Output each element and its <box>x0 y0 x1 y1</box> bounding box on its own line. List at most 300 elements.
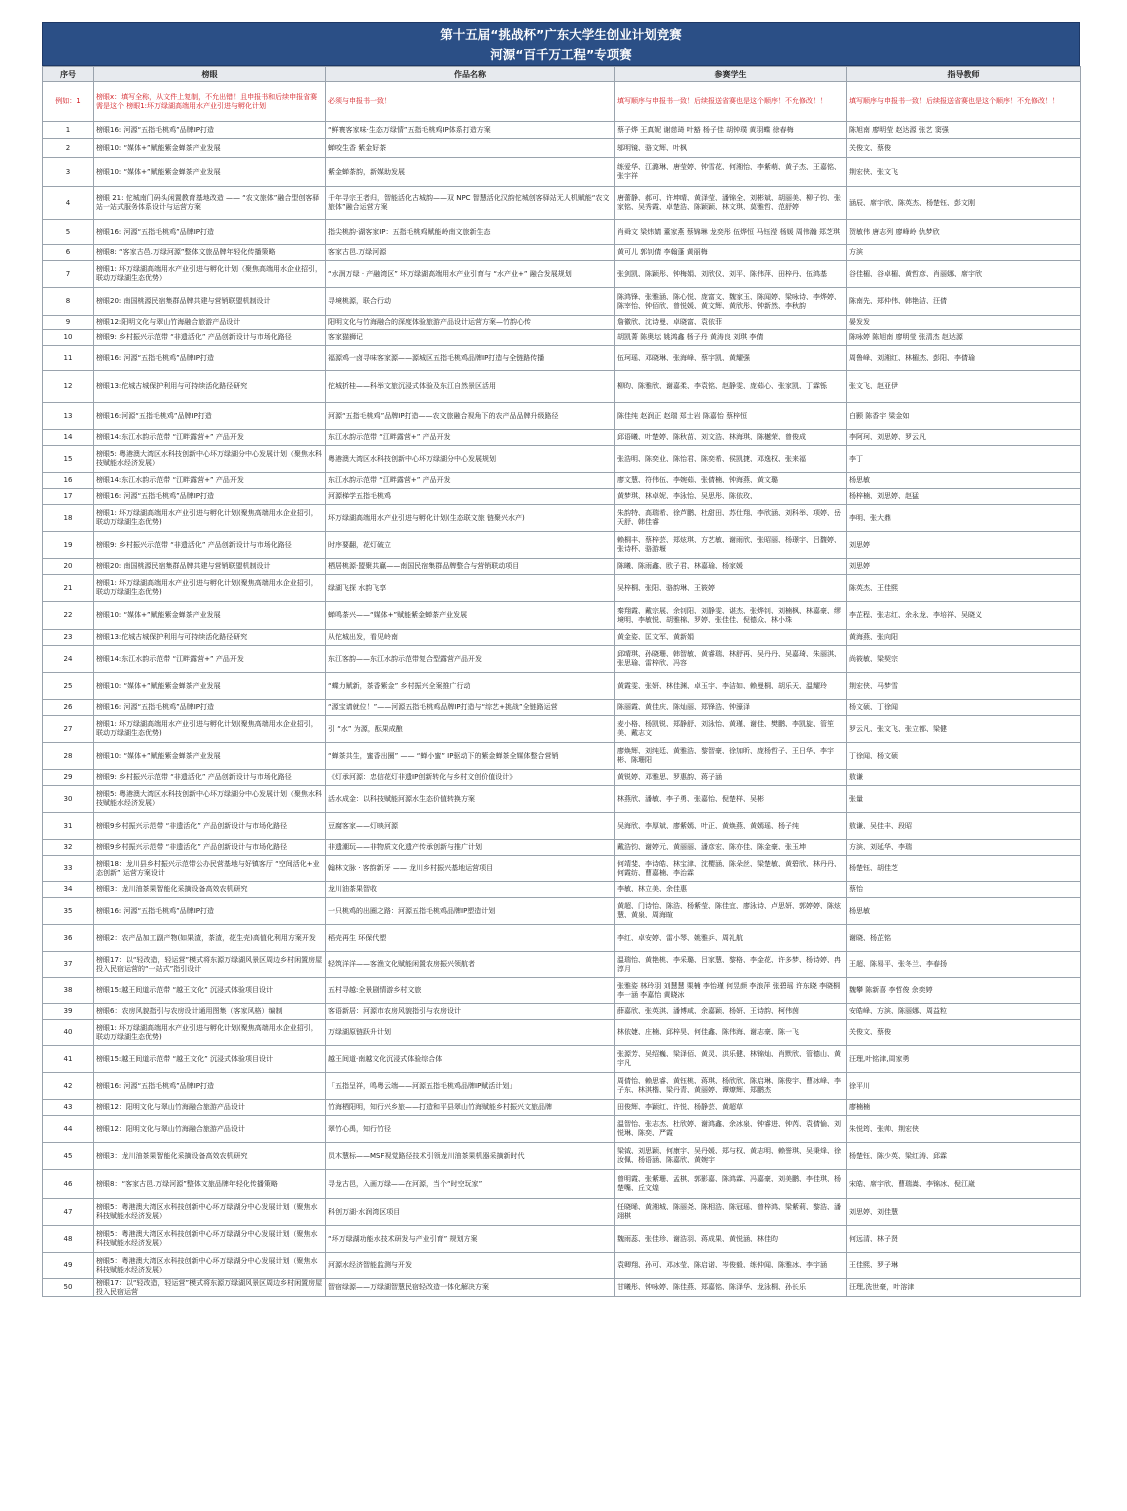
cell-work: 轻筑洋洋——客渔文化赋能闲置农房振兴领航者 <box>326 952 615 978</box>
cell-work: 豆腐客家——灯映河源 <box>326 813 615 840</box>
cell-students: 温瑞怡、黄艳桃、李采璐、吕家慧、黎格、李金花、许多梦、杨诗婷、冉淳月 <box>615 952 847 978</box>
cell-no: 34 <box>43 882 94 898</box>
cell-students: 陈丽霞、黄佳庆、陈灿丽、郑锋浩、钟濠泽 <box>615 700 847 716</box>
cell-topic: 榜眼16: 河源“五指毛桃鸡”品牌IP打造 <box>94 700 326 716</box>
cell-no: 33 <box>43 856 94 882</box>
cell-topic: 榜眼5: 粤港澳大湾区水科技创新中心坏万绿湖分中心发展计划（聚焦水科技赋能水经济发展） <box>94 786 326 813</box>
table-row <box>43 330 1081 346</box>
cell-work: 河源梯学五指毛桃鸡 <box>326 489 615 505</box>
column-header-no: 序号 <box>43 67 94 82</box>
cell-teachers: 关俊文、蔡俊 <box>847 139 1081 158</box>
cell-topic: 榜眼1: 坏万绿湖高端用水产业引进与孵化计划（聚焦高端用水企业招引，联动万绿湖生态优势） <box>94 261 326 288</box>
column-header-students: 参赛学生 <box>615 67 847 82</box>
cell-topic: 榜眼1: 坏万绿湖高端用水产业引进与孵化计划(聚焦高端用水企业招引，联动万绿湖生态优势) <box>94 575 326 602</box>
title-line-2: 河源“百千万工程”专项赛 <box>490 47 632 62</box>
cell-topic: 榜眼20: 南国桃源民宿集群品牌共建与营销联盟机制设计 <box>94 288 326 316</box>
cell-topic: 榜眼12：阳明文化与翠山竹海融合旅游产品设计 <box>94 1116 326 1143</box>
cell-no: 29 <box>43 770 94 786</box>
cell-no: 2 <box>43 139 94 158</box>
cell-students: 邱语曦、叶楚婷、陈秋苗、刘文浩、林海琪、陈樾荣、曾俊成 <box>615 430 847 446</box>
cell-students: 田俊辉、李颖红、许悦、杨静芸、黄超草 <box>615 1100 847 1116</box>
cell-teachers: 谢晓、杨芷铭 <box>847 925 1081 952</box>
cell-no: 47 <box>43 1199 94 1226</box>
cell-teachers: 杨梓楠、刘思婷、赵猛 <box>847 489 1081 505</box>
cell-work: 紫金蝉茶韵，新媒助发展 <box>326 158 615 187</box>
cell-work: 客语新居：河源市农房风貌指引与农房设计 <box>326 1004 615 1020</box>
cell-work: 非遗潮玩——非物质文化遗产传承创新与推广计划 <box>326 840 615 856</box>
example-no: 例如：1 <box>43 82 94 122</box>
cell-topic: 榜眼17：以“轻改造，轻运营”模式将东源万绿湖风景区周边乡村闲置房屋投入民宿运营的“一站式”指引设计 <box>94 952 326 978</box>
cell-topic: 榜眼16:河源“五指毛桃鸡”品牌IP打造 <box>94 403 326 430</box>
cell-no: 40 <box>43 1020 94 1046</box>
cell-teachers: 丁徐闻、杨文硕 <box>847 743 1081 770</box>
cell-teachers: 李丁 <box>847 446 1081 473</box>
cell-students: 黄可儿 郭钊倩 李翰蓬 黄丽梅 <box>615 245 847 261</box>
table-row <box>43 978 1081 1004</box>
cell-topic: 榜眼10: “媒体+”赋能紫金蝉茶产业发展 <box>94 139 326 158</box>
cell-students: 朱韵特、高瑞希、徐芦鹏、杜甜田、苏仕翔、李欣涵、刘科举、项婷、岳天舒、韩佳睿 <box>615 505 847 532</box>
cell-teachers: 涵辰、席宇欣、陈英杰、杨楚钰、彭文刚 <box>847 187 1081 220</box>
cell-teachers: 陈旭南 廖明莹 赵达源 张艺 窦强 <box>847 122 1081 139</box>
table-row <box>43 489 1081 505</box>
cell-no: 28 <box>43 743 94 770</box>
cell-topic: 榜眼 21: 佗城南门码头闲置教育基地改造 —— “农文旅体”融合型创客驿站一站式服务体系设计与运营方案 <box>94 187 326 220</box>
cell-teachers: 杨文硕、丁徐闻 <box>847 700 1081 716</box>
cell-topic: 榜眼6：农房风貌指引与农房设计通用图集（客家风格）编制 <box>94 1004 326 1020</box>
cell-students: 李敏、林立美、余佳惠 <box>615 882 847 898</box>
cell-topic: 榜眼10: “媒体+”赋能紫金蝉茶产业发展 <box>94 602 326 630</box>
table-row <box>43 371 1081 403</box>
entries-table <box>42 66 1081 1297</box>
cell-topic: 榜眼3：龙川油茶果智能化采摘设备高效农机研究 <box>94 882 326 898</box>
table-row <box>43 346 1081 371</box>
cell-work: 蝉鸣茶兴——“媒体+”赋能紫金蝉茶产业发展 <box>326 602 615 630</box>
cell-students: 张剑凯、陈颖彤、钟梅娟、刘欣仪、刘平、陈伟萍、田梓丹、伍鸿基 <box>615 261 847 288</box>
cell-teachers: 魏攀 陈新喜 李哲俊 余奕婷 <box>847 978 1081 1004</box>
table-row <box>43 1170 1081 1199</box>
cell-work: 千年寻宗王者归，智能活化古城韵——双 NPC 智慧活化汉韵佗城创客驿站无人机赋能“农文旅体”融合运营方案 <box>326 187 615 220</box>
cell-work: 翠竹心禹，知行竹径 <box>326 1116 615 1143</box>
cell-work: 员木慧标——MSF视觉路径技术引领龙川油茶果机器采摘新时代 <box>326 1143 615 1170</box>
cell-no: 37 <box>43 952 94 978</box>
cell-students: 任晓晞、黄湘城、陈丽尧、陈相浩、陈冠瑶、曾梓鸿、梁紫莉、黎浩、潘翊棋 <box>615 1199 847 1226</box>
cell-topic: 榜眼16: 河源“五指毛桃鸡”品牌IP打造 <box>94 346 326 371</box>
cell-students: 廖文慧、符伟伍、李婉茹、张倩楠、钟海燕、黄文璐 <box>615 473 847 489</box>
cell-students: 曾明霞、张紫珊、孟棋、郭影嘉、陈鸿霖、冯嘉豪、刘美鹏、李佳琪、杨楚嘴、丘文煌 <box>615 1170 847 1199</box>
cell-topic: 榜眼10: “媒体+”赋能紫金蝉茶产业发展 <box>94 673 326 700</box>
cell-students: 陈佳纯 赵润正 赵瑞 郑士岩 陈嘉怡 蔡梓恒 <box>615 403 847 430</box>
cell-teachers: 杨楚钰、陈少英、梁红涛、邱霖 <box>847 1143 1081 1170</box>
cell-no: 18 <box>43 505 94 532</box>
cell-no: 32 <box>43 840 94 856</box>
cell-work: “水润万绿 · 产融湾区” 坏万绿湖高端用水产业引育与 “水产业+” 融合发展规划 <box>326 261 615 288</box>
cell-topic: 榜眼9: 乡村振兴示范带 “非遗活化” 产品创新设计与市场化路径 <box>94 330 326 346</box>
cell-students: 甘曦彤、钟咏婷、陈佳燕、郑嘉铭、陈泽华、龙泳桐、孙长乐 <box>615 1279 847 1297</box>
table-row <box>43 532 1081 559</box>
cell-teachers: 王超、陈易平、张冬兰、李春扬 <box>847 952 1081 978</box>
cell-no: 27 <box>43 716 94 743</box>
table-row <box>43 673 1081 700</box>
cell-topic: 榜眼14:东江水韵示范带 “江畔露营+” 产品开发 <box>94 430 326 446</box>
table-row <box>43 1100 1081 1116</box>
cell-students: 黄锐婷、邓雅思、罗惠韵、蒋子涵 <box>615 770 847 786</box>
cell-work: 时序要翻，花灯破立 <box>326 532 615 559</box>
cell-teachers: 敖谦、吴佳丰、段昭 <box>847 813 1081 840</box>
table-row <box>43 473 1081 489</box>
cell-work: 蝉咬生香 紫金好茶 <box>326 139 615 158</box>
cell-no: 16 <box>43 473 94 489</box>
cell-topic: 榜眼8：“客家古邑.万绿河源”整体文旅品牌年轻化传播策略 <box>94 1170 326 1199</box>
cell-no: 22 <box>43 602 94 630</box>
cell-work: 佗城折桂——科举文旅沉浸式体验及东江自然景区活用 <box>326 371 615 403</box>
cell-work: “源宝请就位！”——河源五指毛桃鸡品牌IP打造与“综艺+挑战”全链路运营 <box>326 700 615 716</box>
example-topic: 榜眼x：填写全称，从文件上复制，不允出错！且申报书和后续申报省赛需是这个 榜眼1:坏万绿湖高端用水产业引进与孵化计划 <box>94 82 326 122</box>
cell-work: 稻壳再生 环保代塑 <box>326 925 615 952</box>
cell-students: 伍珂瑶、邓晓琳、张海峰、蔡宇凯、黄耀强 <box>615 346 847 371</box>
cell-teachers: 周鲁峰、刘湘红、林楣杰、彭阳、李倩瑜 <box>847 346 1081 371</box>
cell-teachers: 汪理,叶铭津,周家勇 <box>847 1046 1081 1073</box>
cell-teachers: 方滨 <box>847 245 1081 261</box>
cell-students: 李红、卓安婷、雷小琴、姚雅乒、周礼航 <box>615 925 847 952</box>
cell-work: 一只桃鸡的出圈之路：河源五指毛桃鸡品牌IP塑造计划 <box>326 898 615 925</box>
cell-work: 栖居桃源·盟聚共赢——南国民宿集群品牌整合与营销联动项目 <box>326 559 615 575</box>
cell-teachers: 何远清、林子贤 <box>847 1226 1081 1253</box>
cell-no: 25 <box>43 673 94 700</box>
cell-teachers: 杨楚钰、胡佳芝 <box>847 856 1081 882</box>
cell-no: 23 <box>43 630 94 646</box>
cell-teachers: 蔡怡 <box>847 882 1081 898</box>
column-header-work: 作品名称 <box>326 67 615 82</box>
cell-students: 秦翔霞、戴宗展、余钊阳、刘静雯、谌杰、张烨钊、刘楠枫、林嘉豪、缪境明、李敏悦、胡雅棉、罗婷、张佳佳、倪德众、林小珠 <box>615 602 847 630</box>
cell-students: 薛嘉欣、张英淇、潘博咸、余嘉颖、杨妍、王诗韵、柯伟茵 <box>615 1004 847 1020</box>
table-row <box>43 1073 1081 1100</box>
table-row <box>43 559 1081 575</box>
table-row <box>43 602 1081 630</box>
cell-no: 30 <box>43 786 94 813</box>
cell-no: 26 <box>43 700 94 716</box>
cell-topic: 榜眼15:越王间道示范带 “越王文化” 沉浸式体验项目设计 <box>94 978 326 1004</box>
table-row <box>43 316 1081 330</box>
cell-no: 38 <box>43 978 94 1004</box>
cell-no: 9 <box>43 316 94 330</box>
cell-no: 6 <box>43 245 94 261</box>
cell-topic: 榜眼3：龙川油茶果智能化采摘设备高效农机研究 <box>94 1143 326 1170</box>
cell-teachers: 李阿珂、刘思婷、罗云凡 <box>847 430 1081 446</box>
cell-work: 坏万绿湖高端用水产业引进与孵化计划(生态联文旅 链聚兴水产) <box>326 505 615 532</box>
cell-students: 黄超、门诗怡、陈浩、杨紫莹、陈佳宜、廖泳诗、卢思妍、郭婷婷、陈炫慧、黄泉、周海暄 <box>615 898 847 925</box>
cell-students: 魏雨蕊、张佳珍、谢浩羽、蒋成果、黄悦涵、林佳昀 <box>615 1226 847 1253</box>
cell-work: 寻境桃源，联合行动 <box>326 288 615 316</box>
cell-topic: 榜眼16: 河源“五指毛桃鸡”品牌IP打造 <box>94 220 326 245</box>
cell-teachers: 方滨、刘延华、李瑞 <box>847 840 1081 856</box>
cell-students: 黄霞雯、张妍、林佳渊、卓玉宇、李洁如、赖曼桐、胡乐天、温耀玲 <box>615 673 847 700</box>
cell-students: 詹徽欣、沈诗曼、卓晓富、袁依菲 <box>615 316 847 330</box>
cell-work: 竹海栖阳明，知行兴乡旅——打造和平县翠山竹海赋能乡村振兴文旅品牌 <box>326 1100 615 1116</box>
cell-work: 绿湖飞探 水韵飞享 <box>326 575 615 602</box>
cell-work: 科创万湖·水润湾区项目 <box>326 1199 615 1226</box>
cell-topic: 榜眼16: 河源“五指毛桃鸡”品牌IP打造 <box>94 1073 326 1100</box>
cell-teachers: 张量 <box>847 786 1081 813</box>
cell-work: 阳明文化与竹海融合的深度体验旅游产品设计运营方案—竹韵心传 <box>326 316 615 330</box>
cell-no: 35 <box>43 898 94 925</box>
table-row <box>43 856 1081 882</box>
table-row <box>43 158 1081 187</box>
table-row <box>43 187 1081 220</box>
cell-no: 13 <box>43 403 94 430</box>
cell-students: 袁卿翔、孙可、邓冰莹、陈启诺、岑俊毅、练仲闻、陈雅冰、李宇涵 <box>615 1253 847 1279</box>
cell-teachers: 荆宏侠、张文飞 <box>847 158 1081 187</box>
cell-teachers: 王佳熙、罗子琳 <box>847 1253 1081 1279</box>
cell-students: 戴浩钧、谢婷元、黄丽丽、潘彦宏、陈亦佳、陈金豪、张玉坤 <box>615 840 847 856</box>
column-header-topic: 榜眼 <box>94 67 326 82</box>
cell-topic: 榜眼16: 河源“五指毛桃鸡”品牌IP打造 <box>94 122 326 139</box>
cell-no: 3 <box>43 158 94 187</box>
table-row <box>43 840 1081 856</box>
cell-students: 张浩明、陈奕业、陈怡君、陈奕希、侯凯捷、邓逸权、张来福 <box>615 446 847 473</box>
cell-no: 36 <box>43 925 94 952</box>
cell-teachers: 陈咏婷 陈旭南 廖明莹 张清杰 赵达源 <box>847 330 1081 346</box>
cell-no: 45 <box>43 1143 94 1170</box>
table-header <box>43 67 1081 82</box>
table-row <box>43 1279 1081 1297</box>
table-row <box>43 575 1081 602</box>
cell-students: 麦小格、杨凯锐、郑静舒、刘泳怡、黄瑾、谢佳、樊鹏、李凯旋、管笙美、戴志文 <box>615 716 847 743</box>
cell-work: 客家古邑.万绿河源 <box>326 245 615 261</box>
table-row <box>43 139 1081 158</box>
cell-students: 吴梓桐、张阳、骆韵琳、王筱婷 <box>615 575 847 602</box>
cell-topic: 榜眼16: 河源“五指毛桃鸡”品牌IP打造 <box>94 898 326 925</box>
cell-no: 20 <box>43 559 94 575</box>
cell-teachers: 罗云凡、张文飞、张立都、梁健 <box>847 716 1081 743</box>
cell-teachers: 荆宏侠、马梦雪 <box>847 673 1081 700</box>
cell-topic: 榜眼17：以“轻改造，轻运营”模式将东源万绿湖风景区周边乡村闲置房屋投入民宿运营 <box>94 1279 326 1297</box>
cell-teachers: 徐平川 <box>847 1073 1081 1100</box>
cell-topic: 榜眼10: “媒体+”赋能紫金蝉茶产业发展 <box>94 743 326 770</box>
table-row <box>43 646 1081 673</box>
cell-students: 赖桐丰、蔡梓芸、郑炫琪、方艺敏、谢雨欣、张昭丽、杨璟宇、吕馥婷、张诗杯、骆游堰 <box>615 532 847 559</box>
cell-students: 梁钺、刘思颖、何康宇、吴丹媛、郑与权、黄志明、赖誉琪、吴秉烽、徐汝佩、杨语涵、陈嘉欣、黄婉宇 <box>615 1143 847 1170</box>
cell-teachers: 杨思敏 <box>847 898 1081 925</box>
cell-teachers: 朱悦筠、张帅、荆宏侠 <box>847 1116 1081 1143</box>
cell-no: 14 <box>43 430 94 446</box>
cell-no: 41 <box>43 1046 94 1073</box>
cell-no: 39 <box>43 1004 94 1020</box>
table-row <box>43 813 1081 840</box>
table-row <box>43 220 1081 245</box>
table-row <box>43 952 1081 978</box>
cell-work: “坏万绿湖功能水技术研发与产业引育” 规划方案 <box>326 1226 615 1253</box>
cell-topic: 榜眼9乡村振兴示范带 “非遗活化” 产品创新设计与市场化路径 <box>94 813 326 840</box>
column-header-teachers: 指导教师 <box>847 67 1081 82</box>
cell-teachers: 廖楠楠 <box>847 1100 1081 1116</box>
cell-work: “蝶力赋新，茶香紫金” 乡村振兴全案推广行动 <box>326 673 615 700</box>
table-row <box>43 716 1081 743</box>
cell-work: 活水成金：以科技赋能河源水生态价值转换方案 <box>326 786 615 813</box>
cell-students: 练爱华、江潞琳、唐莹婷、钟雪花、何湘怡、李紫萌、黄子杰、王嘉铭、张宇祥 <box>615 158 847 187</box>
cell-topic: 榜眼8: “客家古邑.万绿河源”整体文旅品牌年轻化传播策略 <box>94 245 326 261</box>
table-row <box>43 1226 1081 1253</box>
cell-no: 44 <box>43 1116 94 1143</box>
cell-topic: 榜眼13:佗城古城保护利用与可持续活化路径研究 <box>94 371 326 403</box>
cell-students: 林燕欣、潘敏、李子勇、张嘉怡、倪楚样、吴彬 <box>615 786 847 813</box>
cell-work: “鲜寰客家味·生态万绿情”五指毛桃鸡IP体系打造方案 <box>326 122 615 139</box>
cell-work: 龙川油茶果智收 <box>326 882 615 898</box>
table-row <box>43 1116 1081 1143</box>
title-block <box>42 22 1080 66</box>
cell-students: 邱晴琪、孙晓珊、韩智敏、黄睿瑞、林舒再、吴丹丹、吴嘉琦、朱丽淇、张思瑜、雷梓欣、冯容 <box>615 646 847 673</box>
cell-students: 吴海欣、李厚斌、廖紫嫣、叶正、黄焕燕、黄嫣瑶、杨子纯 <box>615 813 847 840</box>
cell-no: 1 <box>43 122 94 139</box>
cell-students: 廖焕辉、刘纯廷、黄雅浩、黎智豪、徐加昕、庞杨哲子、王日华、李宇彬、陈珊阳 <box>615 743 847 770</box>
table-body <box>43 82 1081 1297</box>
cell-topic: 榜眼14:东江水韵示范带 “江畔露营+” 产品开发 <box>94 473 326 489</box>
example-teachers: 填写顺序与申报书一致！后续报送省赛也是这个顺序！不允修改！！ <box>847 82 1081 122</box>
cell-teachers: 张文飞、赵亚伊 <box>847 371 1081 403</box>
table-row <box>43 122 1081 139</box>
cell-no: 31 <box>43 813 94 840</box>
cell-no: 5 <box>43 220 94 245</box>
cell-topic: 榜眼9: 乡村振兴示范带 “非遗活化” 产品创新设计与市场化路径 <box>94 770 326 786</box>
table-row <box>43 505 1081 532</box>
cell-teachers: 陈南先、郑仲伟、韩艳洁、汪倩 <box>847 288 1081 316</box>
cell-no: 49 <box>43 1253 94 1279</box>
cell-no: 8 <box>43 288 94 316</box>
title-line-1: 第十五届“挑战杯”广东大学生创业计划竞赛 <box>440 27 682 42</box>
example-row <box>43 82 1081 122</box>
table-row <box>43 1199 1081 1226</box>
cell-topic: 榜眼1: 坏万绿湖高端用水产业引进与孵化计划(聚焦高端用水企业招引，联动万绿湖生态优势) <box>94 1020 326 1046</box>
cell-students: 周倩怡、赖思睿、黄钰桃、蒋琪、杨欣欣、陈启琳、陈俊宇、曹冰峰、李子东、林淇楷、梁丹青、黄丽婷、谭燎辉、郑鹏杰 <box>615 1073 847 1100</box>
cell-work: 河源“五指毛桃鸡”品牌IP打造——农文旅融合视角下的农产品品牌升级路径 <box>326 403 615 430</box>
cell-work: 福源鸡一卤寻味客家源——源城区五指毛桃鸡品牌IP打造与全链路传播 <box>326 346 615 371</box>
cell-topic: 榜眼15:越王间道示范带 “越王文化” 沉浸式体验项目设计 <box>94 1046 326 1073</box>
cell-work: 东江水韵示范带 “江畔露营+” 产品开发 <box>326 473 615 489</box>
table-row <box>43 1020 1081 1046</box>
cell-topic: 榜眼16: 河源“五指毛桃鸡”品牌IP打造 <box>94 489 326 505</box>
cell-no: 42 <box>43 1073 94 1100</box>
cell-topic: 榜眼1: 坏万绿湖高端用水产业引进与孵化计划(聚焦高端用水企业招引，联动万绿湖生态优势) <box>94 505 326 532</box>
cell-students: 陈曦、陈雨鑫、欧子君、林嘉瑜、杨家媛 <box>615 559 847 575</box>
cell-topic: 榜眼12:阳明文化与翠山竹海融合旅游产品设计 <box>94 316 326 330</box>
cell-work: 寻龙古邑，入画万绿——在河源，当个“时空玩家” <box>326 1170 615 1199</box>
cell-work: 智宿绿源——万绿湖智慧民宿轻改造一体化解决方案 <box>326 1279 615 1297</box>
cell-teachers: 陈英杰、王佳熙 <box>847 575 1081 602</box>
cell-topic: 榜眼14:东江水韵示范带 “江畔露营+” 产品开发 <box>94 646 326 673</box>
cell-students: 张源芳、吴绍巍、梁泽佰、黄灵、洪乐健、林锦灿、肖默欣、管德山、黄宇凡 <box>615 1046 847 1073</box>
table-row <box>43 403 1081 430</box>
cell-work: 引 “水” 为源，酝果成酿 <box>326 716 615 743</box>
cell-teachers: 李明、张大鼎 <box>847 505 1081 532</box>
cell-no: 48 <box>43 1226 94 1253</box>
cell-students: 何靖斐、李诗皓、林宝津、沈樱涵、陈朵丝、梁楚敏、黄碧欣、林丹丹、何霞纺、曹嘉楠、李治霖 <box>615 856 847 882</box>
cell-topic: 榜眼5：粤港澳大湾区水科技创新中心坏万绿湖分中心发展计划（聚焦水科技赋能水经济发展） <box>94 1226 326 1253</box>
cell-work: 东江客韵——东江水韵示范带复合型露营产品开发 <box>326 646 615 673</box>
cell-students: 黄金姿、匡文军、黄新娟 <box>615 630 847 646</box>
table-row <box>43 430 1081 446</box>
cell-teachers: 关俊文、蔡俊 <box>847 1020 1081 1046</box>
cell-work: 五村寻越:全景剧情游乡村文旅 <box>326 978 615 1004</box>
cell-topic: 榜眼12：阳明文化与翠山竹海融合旅游产品设计 <box>94 1100 326 1116</box>
table-row <box>43 245 1081 261</box>
cell-students: 唐蕾静、郝可、许坤晴、黄泽莹、潘锦全、刘彬斌、胡丽美、柳子钧、张家铭、吴秀霞、卓楚浩、陈颖颖、林文琪、莫雅哲、范舒婷 <box>615 187 847 220</box>
table-row <box>43 1004 1081 1020</box>
cell-topic: 榜眼10: “媒体+”赋能紫金蝉茶产业发展 <box>94 158 326 187</box>
cell-teachers: 尚筱敏、梁契宗 <box>847 646 1081 673</box>
cell-students: 林依婕、庄楠、邱梓昊、何佳鑫、陈伟海、谢志豪、陈一飞 <box>615 1020 847 1046</box>
cell-students: 柳昀、陈雅欣、谢嘉柔、李袁铭、赵静雯、庞茹心、张家凯、丁霖铄 <box>615 371 847 403</box>
cell-students: 蔡子烨 王真妮 谢慈琦 叶豁 杨子佳 胡钟璞 黄羽蝶 徐春梅 <box>615 122 847 139</box>
cell-no: 10 <box>43 330 94 346</box>
cell-work: 万绿湖原链跃升计划 <box>326 1020 615 1046</box>
cell-students: 温智怡、张志杰、杜欣婷、谢鸿鑫、余冰泉、钟睿进、钟芮、袁倩愉、刘悦琳、陈奕、严霞 <box>615 1116 847 1143</box>
cell-work: 指尖桃韵·湖客家IP：五指毛桃鸡赋能岭南文旅新生态 <box>326 220 615 245</box>
cell-topic: 榜眼2：农产品加工副产物(如果渣，茶渣，花生壳)高值化利用方案开发 <box>94 925 326 952</box>
cell-topic: 榜眼13:佗城古城保护利用与可持续活化路径研究 <box>94 630 326 646</box>
table-row <box>43 898 1081 925</box>
cell-work: 河源水经济智能监测与开发 <box>326 1253 615 1279</box>
cell-teachers: 敖谦 <box>847 770 1081 786</box>
spreadsheet <box>42 22 1080 1297</box>
cell-topic: 榜眼20: 南国桃源民宿集群品牌共建与营销联盟机制设计 <box>94 559 326 575</box>
cell-work: 翰林文脉 · 客韵新牙 —— 龙川乡村振兴基地运营项目 <box>326 856 615 882</box>
cell-topic: 榜眼5：粤港澳大湾区水科技创新中心坏万绿湖分中心发展计划（聚焦水科技赋能水经济发展） <box>94 1253 326 1279</box>
table-row <box>43 446 1081 473</box>
cell-teachers: 谷佳楣、谷卓楣、黄哲彦、肖丽娜、席宇欣 <box>847 261 1081 288</box>
cell-topic: 榜眼18：龙川县乡村振兴示范带公办民营基地与好镇客厅 “空间活化+业态创新” 运营方案设计 <box>94 856 326 882</box>
cell-teachers: 李芷程、张志红、余永龙、李培祥、吴晓义 <box>847 602 1081 630</box>
cell-teachers: 白颢 陈香宇 梁金如 <box>847 403 1081 430</box>
cell-teachers: 贺敏伟 唐志列 廖峰岭 仇梦欣 <box>847 220 1081 245</box>
cell-no: 46 <box>43 1170 94 1199</box>
cell-no: 15 <box>43 446 94 473</box>
table-row <box>43 786 1081 813</box>
cell-students: 张雅姿 林玲羽 刘慧慧 栗楠 李怡瑾 何昱颜 李浪萍 张碧瑶 许东晓 李晓桐 李一涵 李嘉怡 黄晓冰 <box>615 978 847 1004</box>
cell-students: 胡凯菁 陈奥坛 姚鸿鑫 杨子丹 黄涛良 刘琪 李倩 <box>615 330 847 346</box>
table-row <box>43 882 1081 898</box>
cell-students: 陈鸿锋、张雅涵、陈心悦、庞富文、魏家玉、陈闻婷、梁咏诗、李烨婷、陈宰怡、钟佰欣、曾悦媛、黄文辉、黄欣彤、钟新然、李秋韵 <box>615 288 847 316</box>
cell-topic: 榜眼1: 坏万绿湖高端用水产业引进与孵化计划(聚焦高端用水企业招引，联动万绿湖生态优势) <box>94 716 326 743</box>
cell-work: “蝉茶共生，蜜香出圈” —— “蝉小蜜” IP驱动下的紫金蝉茶全媒体整合营销 <box>326 743 615 770</box>
table-row <box>43 1143 1081 1170</box>
cell-teachers: 宋皓、席宇欣、曹瑞嵩、李锦冰、倪江崴 <box>847 1170 1081 1199</box>
example-work: 必须与申报书一致！ <box>326 82 615 122</box>
cell-teachers: 晏发发 <box>847 316 1081 330</box>
cell-students: 黄梦琪、林卓妮、李泳怡、吴思彤、陈依玫、 <box>615 489 847 505</box>
table-row <box>43 700 1081 716</box>
cell-students: 邬明镜、骆文辉、叶枫 <box>615 139 847 158</box>
cell-teachers: 汪理,洗世豪，叶溶津 <box>847 1279 1081 1297</box>
cell-no: 50 <box>43 1279 94 1297</box>
cell-teachers: 刘思婷 <box>847 532 1081 559</box>
table-row <box>43 630 1081 646</box>
cell-topic: 榜眼5：粤港澳大湾区水科技创新中心坏万绿湖分中心发展计划（聚焦水科技赋能水经济发展） <box>94 1199 326 1226</box>
cell-no: 19 <box>43 532 94 559</box>
table-row <box>43 1253 1081 1279</box>
cell-work: 东江水韵示范带 “江畔露营+” 产品开发 <box>326 430 615 446</box>
cell-work: 越王间道·南越文化沉浸式体验综合体 <box>326 1046 615 1073</box>
cell-teachers: 黄海燕、张向阳 <box>847 630 1081 646</box>
table-row <box>43 743 1081 770</box>
cell-students: 肖舜文 梁炜婧 董家燕 蔡锦琳 龙奕彤 伍烨恒 马钰滢 杨媛 周伟瀚 郑芝琪 <box>615 220 847 245</box>
cell-no: 43 <box>43 1100 94 1116</box>
table-row <box>43 770 1081 786</box>
cell-work: 粤港澳大湾区水科技创新中心坏万绿湖分中心发展规划 <box>326 446 615 473</box>
cell-topic: 榜眼9: 乡村振兴示范带 “非遗活化” 产品创新设计与市场化路径 <box>94 532 326 559</box>
cell-no: 21 <box>43 575 94 602</box>
cell-work: 从佗城出发，看见岭南 <box>326 630 615 646</box>
cell-no: 11 <box>43 346 94 371</box>
table-row <box>43 261 1081 288</box>
